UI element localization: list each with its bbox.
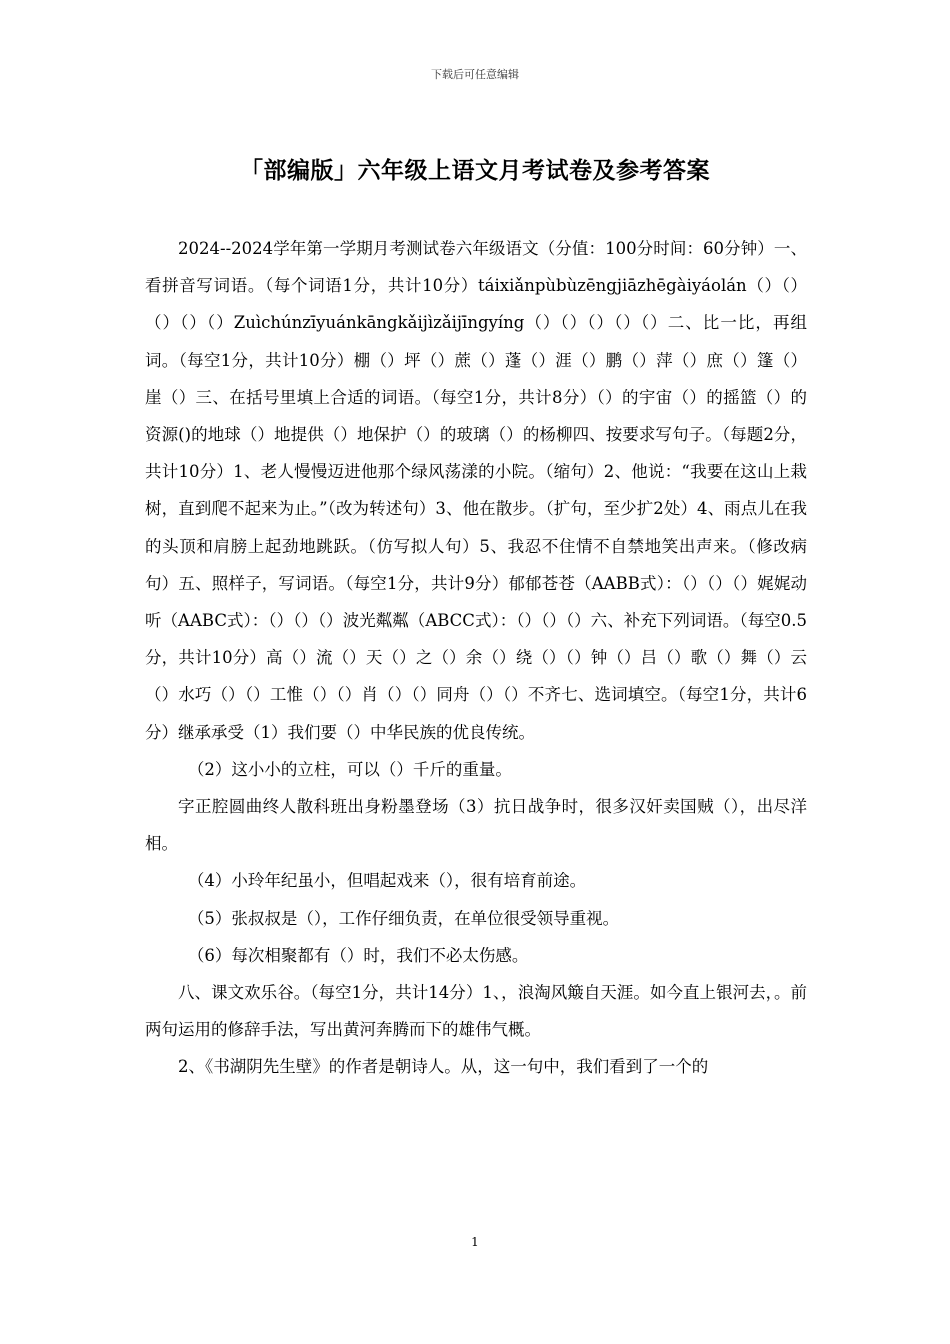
paragraph-section-8-item-2: 2、《书湖阴先生壁》的作者是朝诗人。从，这一句中，我们看到了一个的 (178, 1057, 709, 1077)
paragraph-item-4: （4）小玲年纪虽小，但唱起戏来（），很有培育前途。 (187, 871, 587, 891)
page-number: 1 (471, 1235, 479, 1249)
paragraph-item-2: （2）这小小的立柱，可以（）千斤的重量。 (187, 759, 512, 779)
paragraph-exam-questions: 2024--2024学年第一学期月考测试卷六年级语文（分值：100分时间：60分钟）一、看拼音写词语。（每个词语1分，共计10分）táixiǎnpùbùzēngjiāzhēgàiyáolán（）（）（）（）（）Zuìchúnzīyuánkāngkǎijìzǎijīngyíng（）（）（）（）（）二、比一比，再组词。（每空1分，共计10分）棚（）坪（）蔗（）蓬（）涯（）鹏（）萍（）庶（）篷（）崖（）三、在括号里填上合适的词语。（每空1分，共计8分）（）的宇宙（）的摇篮（）的资源()的地球（）地提供（）地保护（）的玻璃（）的杨柳四、按要求写句子。（每题2分，共计10分）1、老人慢慢迈进他那个绿风荡漾的小院。（缩句）2、他说：“我要在这山上栽树，直到爬不起来为止。”（改为转述句）3、他在散步。（扩句，至少扩2处）4、雨点儿在我的头顶和肩膀上起劲地跳跃。（仿写拟人句）5、我忍不住情不自禁地笑出声来。（修改病句）五、照样子，写词语。（每空1分，共计9分）郁郁苍苍（AABB式）：（）（）（）娓娓动听（AABC式）：（）（）（）波光粼粼（ABCC式）：（）（）（）六、补充下列词语。（每空0.5分，共计10分）高（）流（）天（）之（）余（）绕（）（）钟（）吕（）歌（）舞（）云（）水巧（）（）工惟（）（）肖（）（）同舟（）（）不齐七、选词填空。（每空1分，共计6分）继承承受（1）我们要（）中华民族的优良传统。 (145, 239, 807, 742)
document-body (145, 230, 807, 1086)
paragraph-item-5: （5）张叔叔是（），工作仔细负责，在单位很受领导重视。 (187, 908, 620, 928)
paragraph-section-8: 八、课文欢乐谷。（每空1分，共计14分）1、，浪淘风簸自天涯。如今直上银河去，。前两句运用的修辞手法，写出黄河奔腾而下的雄伟气概。 (145, 983, 807, 1040)
paragraph-item-6: （6）每次相聚都有（）时，我们不必太伤感。 (187, 945, 529, 965)
page-title: 「部编版」六年级上语文月考试卷及参考答案 (240, 157, 710, 184)
header-note: 下载后可任意编辑 (431, 68, 519, 81)
paragraph-item-3: 字正腔圆曲终人散科班出身粉墨登场（3）抗日战争时，很多汉奸卖国贼（），出尽洋相。 (145, 797, 807, 854)
